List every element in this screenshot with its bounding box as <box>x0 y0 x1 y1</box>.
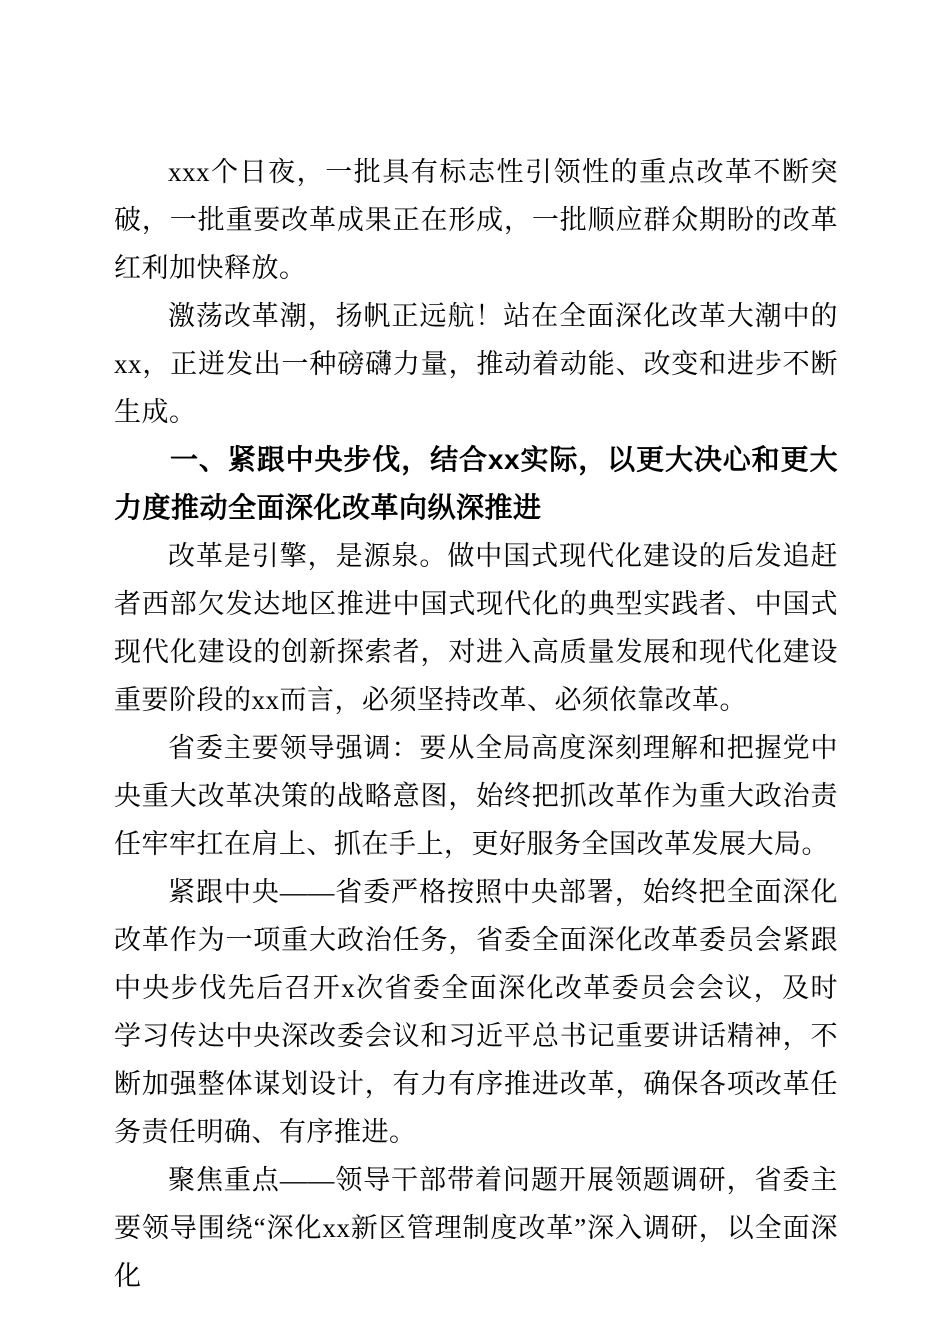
document-body <box>114 148 838 1300</box>
paragraph: 聚焦重点——领导干部带着问题开展领题调研，省委主要领导围绕“深化xx新区管理制度改革”深入调研，以全面深化 <box>114 1165 838 1291</box>
paragraph: 省委主要领导强调：要从全局高度深刻理解和把握党中央重大改革决策的战略意图，始终把抓改革作为重大政治责任牢牢扛在肩上、抓在手上，更好服务全国改革发展大局。 <box>114 733 838 859</box>
paragraph: xxx个日夜，一批具有标志性引领性的重点改革不断突破，一批重要改革成果正在形成，一批顺应群众期盼的改革红利加快释放。 <box>114 157 838 283</box>
paragraph: 紧跟中央——省委严格按照中央部署，始终把全面深化改革作为一项重大政治任务，省委全面深化改革委员会紧跟中央步伐先后召开x次省委全面深化改革委员会会议，及时学习传达中央深改委会议和习近平总书记重要讲话精神，不断加强整体谋划设计，有力有序推进改革，确保各项改革任务责任明确、有序推进。 <box>114 877 838 1147</box>
section-heading: 一、紧跟中央步伐，结合xx实际，以更大决心和更大力度推动全面深化改革向纵深推进 <box>114 444 838 523</box>
paragraph: 改革是引擎，是源泉。做中国式现代化建设的后发追赶者西部欠发达地区推进中国式现代化的典型实践者、中国式现代化建设的创新探索者，对进入高质量发展和现代化建设重要阶段的xx而言，必须坚持改革、必须依靠改革。 <box>114 541 838 715</box>
paragraph: 激荡改革潮，扬帆正远航！站在全面深化改革大潮中的xx，正迸发出一种磅礴力量，推动着动能、改变和进步不断生成。 <box>114 301 838 427</box>
